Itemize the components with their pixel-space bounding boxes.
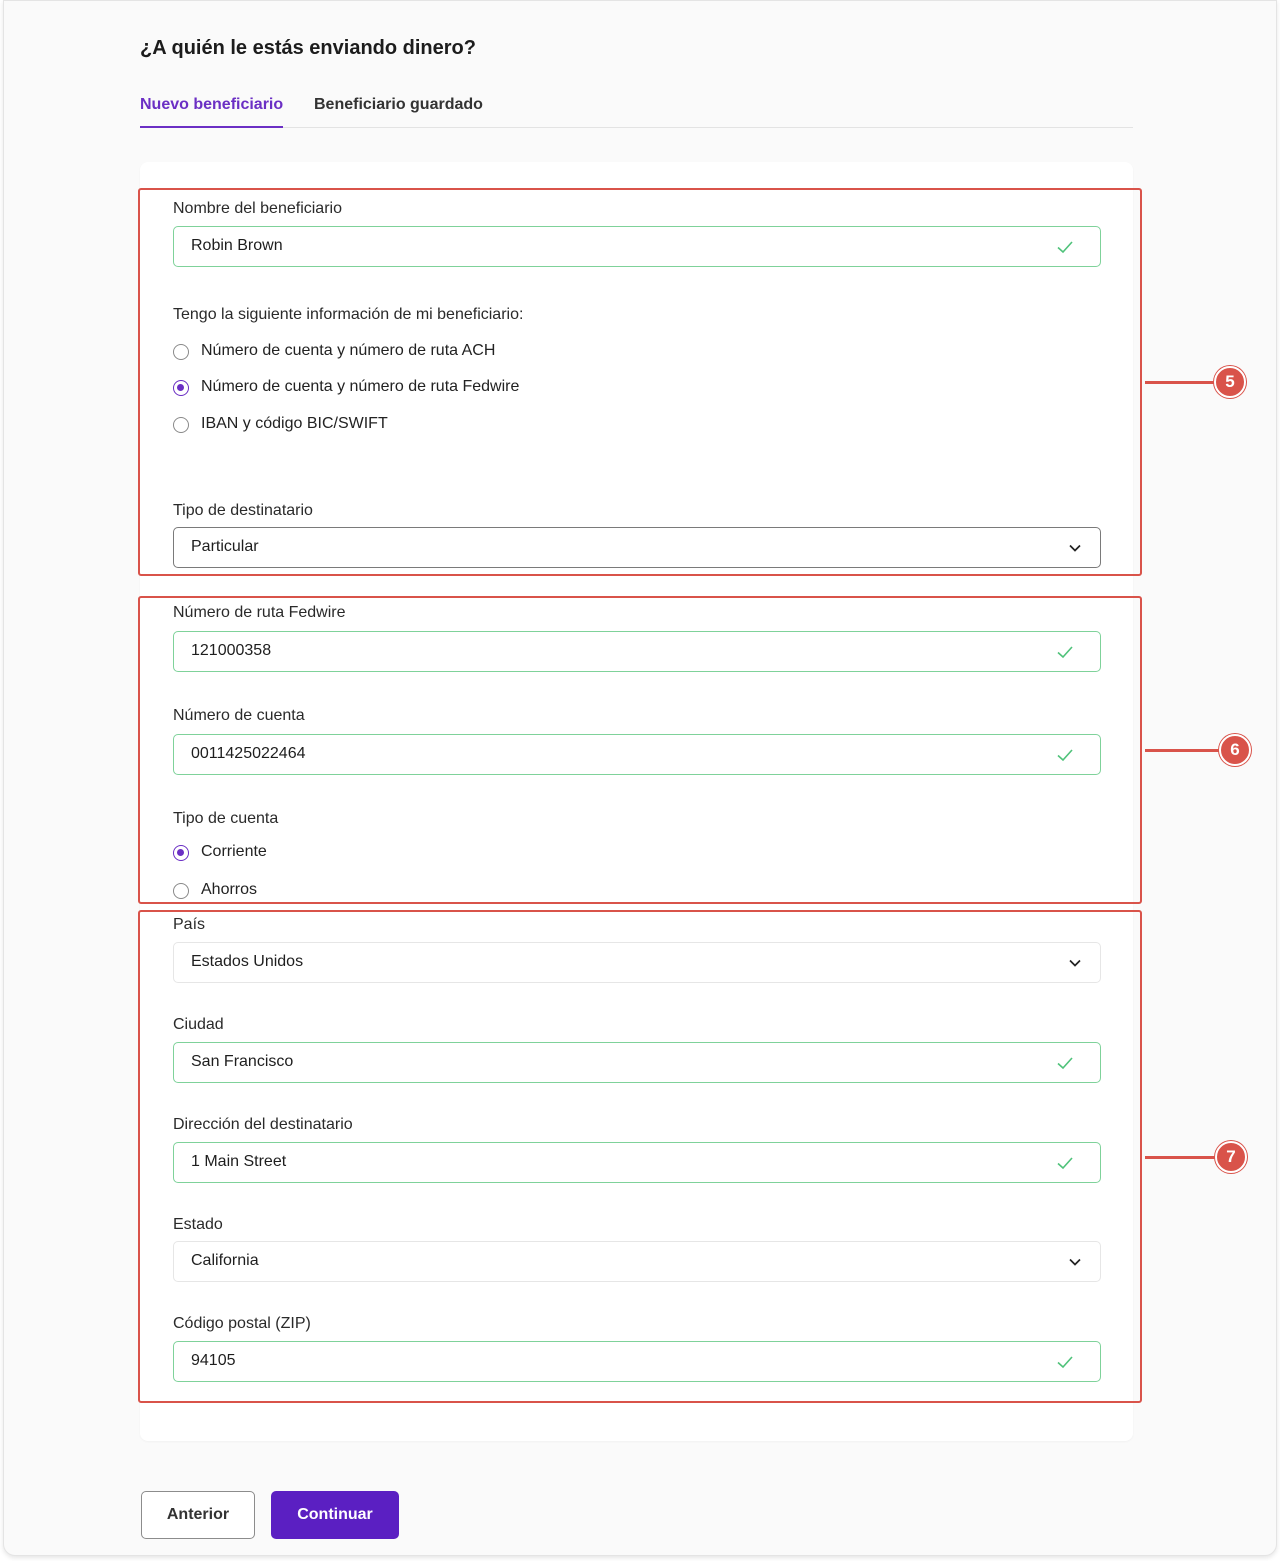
annotation-badge-5: 5 — [1214, 366, 1246, 398]
beneficiary-name-label: Nombre del beneficiario — [173, 200, 342, 217]
chevron-down-icon — [1068, 956, 1082, 970]
zip-label: Código postal (ZIP) — [173, 1315, 311, 1332]
beneficiary-name-field[interactable] — [173, 226, 1101, 267]
radio-ach[interactable] — [173, 344, 189, 360]
address-field[interactable] — [173, 1142, 1101, 1183]
annotation-badge-6: 6 — [1219, 734, 1251, 766]
radio-iban[interactable] — [173, 417, 189, 433]
annotation-badge-7: 7 — [1215, 1141, 1247, 1173]
zip-value: 94105 — [191, 1352, 236, 1369]
page-title: ¿A quién le estás enviando dinero? — [140, 37, 476, 59]
state-select[interactable] — [173, 1241, 1101, 1282]
back-button[interactable]: Anterior — [141, 1491, 255, 1539]
country-value: Estados Unidos — [191, 953, 304, 970]
continue-button[interactable]: Continuar — [271, 1491, 399, 1539]
info-option-fedwire-label: Número de cuenta y número de ruta Fedwire — [201, 378, 520, 395]
chevron-down-icon — [1068, 541, 1082, 555]
account-number-label: Número de cuenta — [173, 707, 305, 724]
chevron-down-icon — [1068, 1255, 1082, 1269]
recipient-type-label: Tipo de destinatario — [173, 502, 313, 519]
state-value: California — [191, 1252, 259, 1269]
radio-checking[interactable] — [173, 845, 189, 861]
check-icon — [1056, 643, 1074, 661]
info-option-iban-label: IBAN y código BIC/SWIFT — [201, 415, 388, 432]
city-value: San Francisco — [191, 1053, 294, 1070]
country-select[interactable] — [173, 942, 1101, 983]
account-type-savings-label: Ahorros — [201, 881, 258, 898]
account-number-field[interactable] — [173, 734, 1101, 775]
radio-fedwire[interactable] — [173, 380, 189, 396]
state-label: Estado — [173, 1216, 223, 1233]
city-field[interactable] — [173, 1042, 1101, 1083]
city-label: Ciudad — [173, 1016, 224, 1033]
annotation-connector-7 — [1145, 1156, 1215, 1159]
radio-savings[interactable] — [173, 883, 189, 899]
tab-saved-beneficiary[interactable]: Beneficiario guardado — [314, 96, 483, 113]
zip-field[interactable] — [173, 1341, 1101, 1382]
check-icon — [1056, 238, 1074, 256]
check-icon — [1056, 1054, 1074, 1072]
annotation-connector-6 — [1145, 749, 1219, 752]
address-value: 1 Main Street — [191, 1153, 287, 1170]
account-number-value: 0011425022464 — [191, 745, 306, 762]
info-option-ach-label: Número de cuenta y número de ruta ACH — [201, 342, 496, 359]
country-label: País — [173, 916, 206, 933]
beneficiary-tabs — [140, 96, 1133, 128]
account-type-label: Tipo de cuenta — [173, 810, 279, 827]
address-label: Dirección del destinatario — [173, 1116, 353, 1133]
fedwire-routing-label: Número de ruta Fedwire — [173, 604, 346, 621]
annotation-connector-5 — [1145, 381, 1215, 384]
info-question-label: Tengo la siguiente información de mi beneficiario: — [173, 306, 524, 323]
recipient-type-select[interactable] — [173, 527, 1101, 568]
check-icon — [1056, 1353, 1074, 1371]
recipient-type-value: Particular — [191, 538, 259, 555]
tab-new-beneficiary[interactable]: Nuevo beneficiario — [140, 96, 283, 128]
beneficiary-name-value: Robin Brown — [191, 237, 283, 254]
account-type-checking-label: Corriente — [201, 843, 267, 860]
check-icon — [1056, 1154, 1074, 1172]
fedwire-routing-value: 121000358 — [191, 642, 272, 659]
check-icon — [1056, 746, 1074, 764]
fedwire-routing-field[interactable] — [173, 631, 1101, 672]
